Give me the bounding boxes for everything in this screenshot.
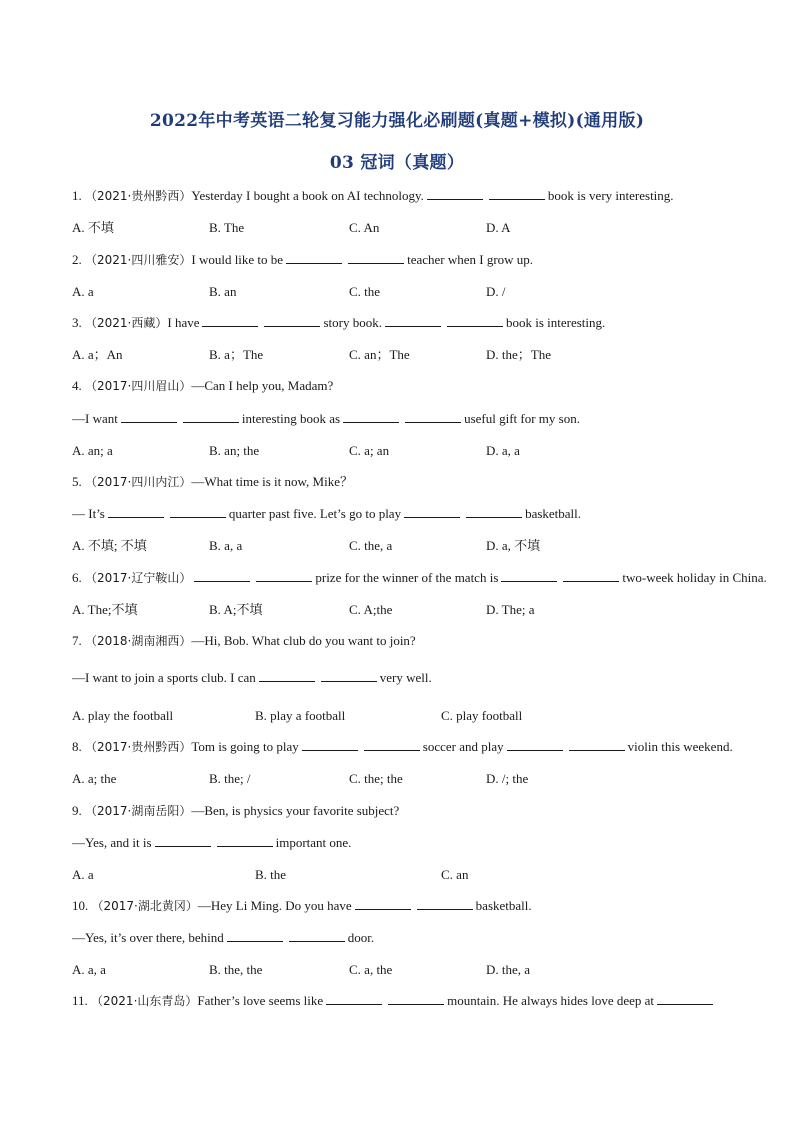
question-10-line-2 [72,929,732,947]
question-1-options [72,219,732,237]
answer-blank[interactable] [447,314,503,327]
option-d[interactable]: D. /; the [486,771,529,786]
question-9-line-1 [72,802,732,820]
answer-blank[interactable] [507,738,563,751]
question-source: （2018·湖南湘西） [85,634,192,648]
question-text: basketball. [525,506,582,521]
option-b[interactable]: B. A;不填 [209,602,263,617]
answer-blank[interactable] [170,505,226,518]
question-source: （2017·贵州黔西） [85,740,192,754]
question-6-line-1 [72,569,767,587]
answer-blank[interactable] [348,251,404,264]
answer-blank[interactable] [302,738,358,751]
option-a[interactable]: A. a；An [72,347,123,362]
option-c[interactable]: C. the; the [349,771,403,786]
answer-blank[interactable] [427,187,483,200]
question-text: —I want [72,411,118,426]
question-source: （2021·四川雅安） [85,253,192,267]
question-4-options [72,442,732,460]
option-c[interactable]: C. an [441,867,469,882]
question-11-line-1 [72,992,732,1010]
answer-blank[interactable] [417,897,473,910]
question-number: 1. [72,188,82,203]
answer-blank[interactable] [256,569,312,582]
question-text: Father’s love seems like [197,993,324,1008]
question-text: —Can I help you, Madam? [191,378,334,393]
question-source: （2021·西藏） [85,316,168,330]
answer-blank[interactable] [108,505,164,518]
question-source: （2017·四川内江） [85,475,192,489]
option-a[interactable]: A. 不填; 不填 [72,538,147,553]
question-7-options [72,707,732,725]
answer-blank[interactable] [657,992,713,1005]
answer-blank[interactable] [194,569,250,582]
option-c[interactable]: C. A;the [349,602,393,617]
option-c[interactable]: C. An [349,220,380,235]
question-text: door. [347,930,375,945]
page-title: 2022年中考英语二轮复习能力强化必刷题(真题+模拟)(通用版) [149,111,645,131]
question-6-options [72,601,732,619]
question-text: —Hi, Bob. What club do you want to join? [191,633,416,648]
answer-blank[interactable] [405,410,461,423]
option-b[interactable]: B. an [209,284,237,299]
question-number: 9. [72,803,82,818]
question-text: teacher when I grow up. [407,252,534,267]
question-1-line-1 [72,187,732,205]
question-text: —Yes, it’s over there, behind [72,930,224,945]
option-c[interactable]: C. an；The [349,347,410,362]
question-10-options [72,961,732,979]
answer-blank[interactable] [264,314,320,327]
question-number: 4. [72,378,82,393]
question-text: — It’s [72,506,105,521]
question-9-options [72,866,732,884]
option-d[interactable]: D. / [486,284,506,299]
option-a[interactable]: A. a [72,284,94,299]
answer-blank[interactable] [183,410,239,423]
question-2-line-1 [72,251,732,269]
option-a[interactable]: A. a; the [72,771,117,786]
question-4-line-2 [72,410,732,428]
answer-blank[interactable] [404,505,460,518]
question-text: book is interesting. [505,315,606,330]
option-c[interactable]: C. a; an [349,443,390,458]
answer-blank[interactable] [217,834,273,847]
question-text: —What time is it now, Mike？ [191,474,353,489]
option-d[interactable]: D. A [486,220,511,235]
option-b[interactable]: B. a；The [209,347,264,362]
question-text: useful gift for my son. [464,411,580,426]
question-5-options [72,537,732,555]
question-text: I would like to be [191,252,284,267]
option-d[interactable]: D. the, a [486,962,531,977]
question-text: —Ben, is physics your favorite subject? [191,803,400,818]
answer-blank[interactable] [321,669,377,682]
option-c[interactable]: C. play football [441,708,523,723]
question-3-options [72,346,732,364]
question-3-line-1 [72,314,732,332]
option-b[interactable]: B. the; / [209,771,251,786]
question-text: story book. [323,315,382,330]
option-a[interactable]: A. The;不填 [72,602,138,617]
question-text: —Yes, and it is [72,835,152,850]
answer-blank[interactable] [355,897,411,910]
option-a[interactable]: A. an; a [72,443,113,458]
question-number: 8. [72,739,82,754]
answer-blank[interactable] [227,929,283,942]
option-b[interactable]: B. an; the [209,443,260,458]
option-a[interactable]: A. a [72,867,94,882]
question-number: 5. [72,474,82,489]
question-text: Tom is going to play [191,739,299,754]
question-5-line-2 [72,505,732,523]
question-4-line-1 [72,377,732,395]
question-text: Yesterday I bought a book on AI technology. [191,188,424,203]
question-number: 11. [72,993,88,1008]
question-source: （2017·湖南岳阳） [85,804,192,818]
question-text: —Hey Li Ming. Do you have [197,898,352,913]
answer-blank[interactable] [489,187,545,200]
question-9-line-2 [72,834,732,852]
question-source: （2017·辽宁鞍山） [85,571,192,585]
question-text: interesting book as [241,411,341,426]
option-b[interactable]: B. play a football [255,708,346,723]
option-c[interactable]: C. the, a [349,538,393,553]
option-a[interactable]: A. play the football [72,708,174,723]
answer-blank[interactable] [289,929,345,942]
option-a[interactable]: A. a, a [72,962,106,977]
question-text: I have [167,315,200,330]
question-number: 7. [72,633,82,648]
answer-blank[interactable] [385,314,441,327]
question-text: soccer and play [422,739,504,754]
answer-blank[interactable] [501,569,557,582]
answer-blank[interactable] [326,992,382,1005]
question-text: mountain. He always hides love deep at [447,993,655,1008]
question-7-line-1 [72,632,732,650]
option-d[interactable]: D. a, a [486,443,520,458]
option-b[interactable]: B. the [255,867,287,882]
question-source: （2017·湖北黄冈） [91,899,198,913]
answer-blank[interactable] [202,314,258,327]
question-text: basketball. [475,898,532,913]
question-source: （2021·山东青岛） [91,994,198,1008]
answer-blank[interactable] [569,738,625,751]
question-8-options [72,770,732,788]
answer-blank[interactable] [343,410,399,423]
answer-blank[interactable] [155,834,211,847]
question-text: important one. [275,835,352,850]
question-number: 2. [72,252,82,267]
question-text: —I want to join a sports club. I can [72,670,256,685]
question-10-line-1 [72,897,732,915]
question-text: prize for the winner of the match is [315,570,499,585]
question-2-options [72,283,732,301]
question-text: violin this weekend. [627,739,733,754]
question-source: （2017·四川眉山） [85,379,192,393]
answer-blank[interactable] [259,669,315,682]
question-text: very well. [379,670,432,685]
question-5-line-1 [72,473,732,491]
option-b[interactable]: B. the, the [209,962,263,977]
answer-blank[interactable] [466,505,522,518]
option-c[interactable]: C. the [349,284,381,299]
question-source: （2021·贵州黔西） [85,189,192,203]
option-b[interactable]: B. The [209,220,245,235]
question-7-line-2 [72,669,732,687]
option-d[interactable]: D. The; a [486,602,535,617]
answer-blank[interactable] [364,738,420,751]
question-8-line-1 [72,738,732,756]
answer-blank[interactable] [121,410,177,423]
option-d[interactable]: D. a, 不填 [486,538,541,553]
question-number: 10. [72,898,89,913]
option-a[interactable]: A. 不填 [72,220,114,235]
option-c[interactable]: C. a, the [349,962,393,977]
answer-blank[interactable] [388,992,444,1005]
answer-blank[interactable] [563,569,619,582]
question-text: two-week holiday in China. [622,570,767,585]
question-number: 3. [72,315,82,330]
question-text: book is very interesting. [547,188,674,203]
option-b[interactable]: B. a, a [209,538,243,553]
question-number: 6. [72,570,82,585]
question-text: quarter past five. Let’s go to play [228,506,402,521]
section-subtitle: 03 冠词（真题） [329,153,465,173]
option-d[interactable]: D. the；The [486,347,551,362]
answer-blank[interactable] [286,251,342,264]
